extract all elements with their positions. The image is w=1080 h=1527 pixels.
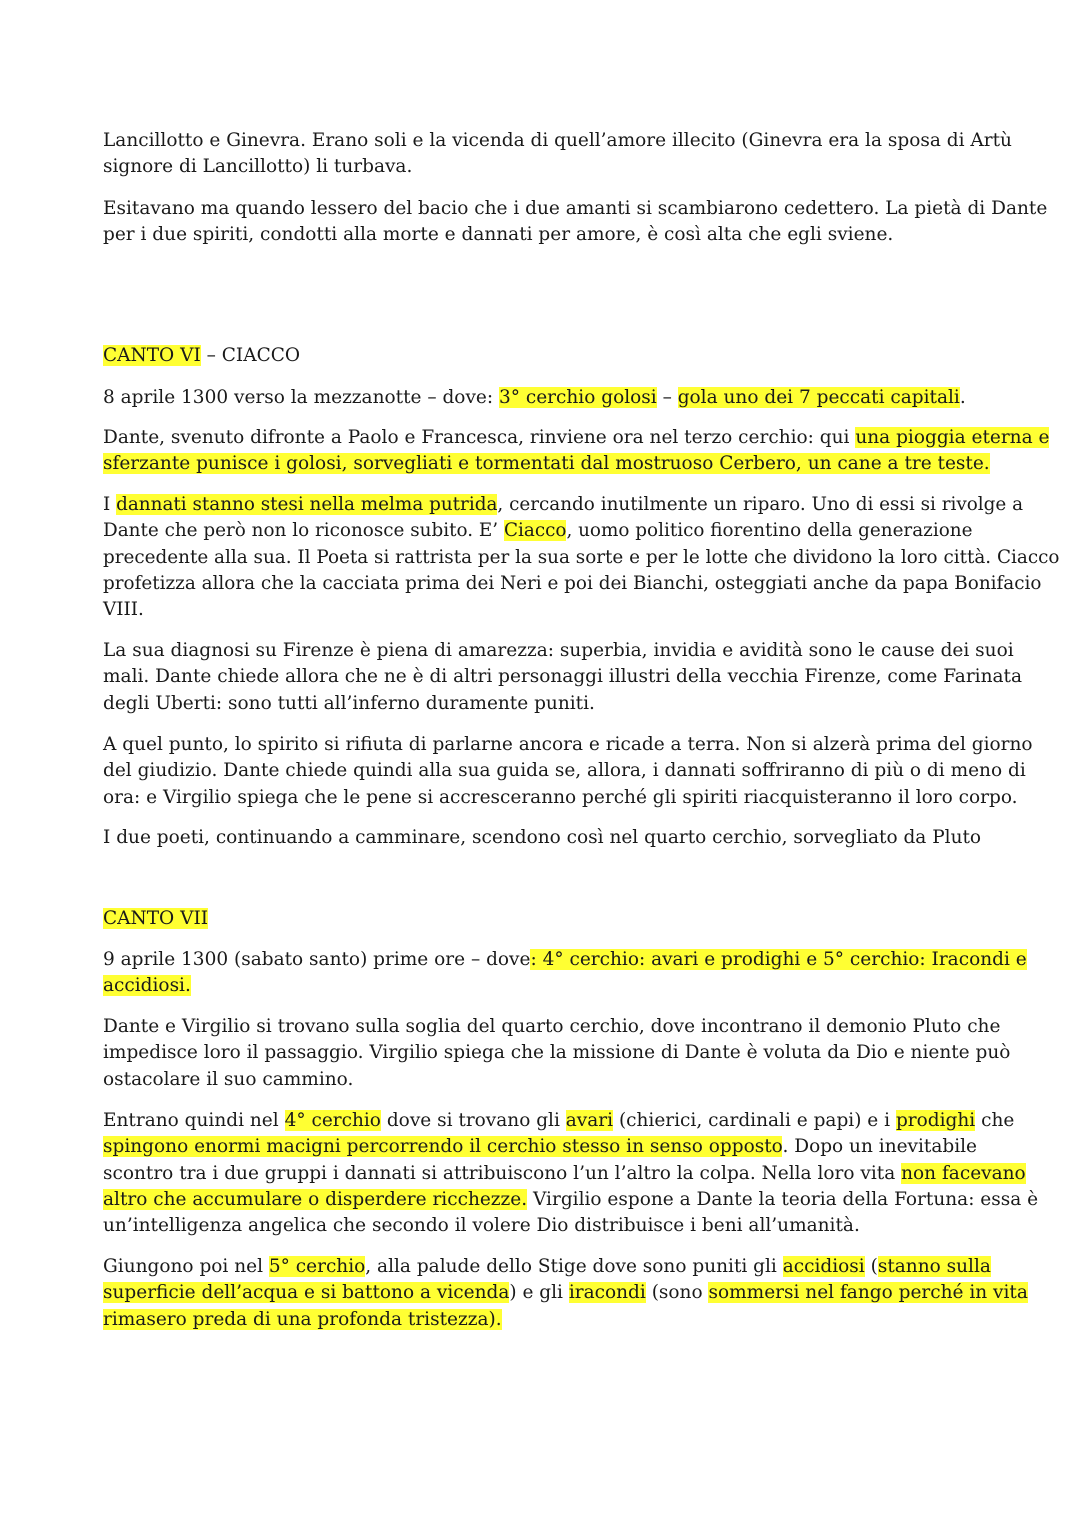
text-run: per i due spiriti, condotti alla morte e dannati per amore, è così alta che egli sviene.	[103, 224, 894, 246]
text-run: Dante che però non lo riconosce subito. E’	[103, 520, 504, 542]
paragraph	[103, 825, 983, 851]
highlighted-text: una pioggia eterna e	[855, 427, 1050, 448]
highlighted-text: accidiosi.	[103, 975, 191, 997]
text-line	[103, 343, 983, 369]
text-run: (chierici, cardinali e papi) e i	[613, 1110, 896, 1131]
text-line	[103, 732, 1033, 758]
text-line	[103, 385, 983, 411]
text-run: (sono	[645, 1282, 709, 1304]
text-line	[103, 1187, 1039, 1213]
text-line	[103, 758, 1026, 784]
text-run: ora: e Virgilio spiega che le pene si accresceranno perché gli spiriti riacquisteranno il loro corpo.	[103, 786, 1018, 808]
text-run: un’intelligenza angelica che secondo il volere Dio distribuisce i beni all’umanità.	[103, 1215, 860, 1237]
text-run: signore di Lancillotto) li turbava.	[103, 156, 413, 178]
text-run: Entrano quindi nel	[103, 1110, 285, 1131]
text-line	[103, 128, 1012, 154]
text-line	[103, 638, 1014, 664]
highlighted-text: accidiosi	[782, 1256, 865, 1277]
text-run: precedente alla sua. Il Poeta si rattrista per la sua sorte e per le lotte che dividono la loro città. Ciacco	[103, 546, 1060, 568]
text-run: dove si trovano gli	[380, 1110, 566, 1131]
text-run: Esitavano ma quando lessero del bacio che i due amanti si scambiarono cedettero. La pietà di Dante	[103, 198, 1048, 219]
text-line	[103, 664, 1023, 690]
text-run: , alla palude dello Stige dove sono puniti gli	[365, 1256, 783, 1277]
text-line	[103, 825, 983, 851]
text-line	[103, 1280, 1028, 1306]
highlighted-text: altro che accumulare o disperdere ricchezze.	[103, 1188, 528, 1210]
highlighted-text: dannati stanno stesi nella melma putrida	[116, 494, 498, 515]
text-line	[103, 785, 1018, 811]
text-line	[103, 947, 1027, 973]
highlighted-text: sommersi nel fango perché in vita	[708, 1282, 1028, 1304]
text-line	[103, 1161, 1026, 1187]
text-line	[103, 1254, 991, 1280]
paragraph	[103, 196, 1048, 249]
text-run: del giudizio. Dante chiede quindi alla sua guida se, allora, i dannati soffriranno di più o di meno di	[103, 760, 1026, 782]
highlighted-text: stanno sulla	[877, 1256, 991, 1277]
highlighted-text: 4° cerchio	[284, 1110, 381, 1131]
text-run: Giungono poi nel	[103, 1256, 269, 1277]
paragraph	[103, 732, 1033, 811]
text-run: VIII.	[103, 599, 144, 621]
text-run: .	[959, 387, 966, 408]
text-line	[103, 222, 983, 248]
highlighted-text: Ciacco	[503, 520, 567, 542]
paragraph	[103, 1108, 1039, 1239]
text-line	[103, 425, 1050, 451]
text-run: degli Uberti: sono tutti all’inferno duramente puniti.	[103, 692, 595, 714]
text-line	[103, 1134, 983, 1160]
paragraph	[103, 1014, 1011, 1093]
highlighted-text: iracondi	[568, 1282, 646, 1304]
text-line	[103, 518, 983, 544]
highlighted-text: gola uno dei 7 peccati capitali	[677, 387, 960, 408]
text-run: La sua diagnosi su Firenze è piena di amarezza: superbia, invidia e avidità sono le cause dei suoi	[103, 640, 1014, 661]
highlighted-text: : 4° cerchio: avari e prodighi e 5° cerchio: Iracondi e	[530, 949, 1027, 970]
highlighted-text: avari	[565, 1110, 614, 1131]
text-run: ) e gli	[509, 1282, 569, 1304]
text-run: scontro tra i due gruppi i dannati si attribuiscono l’un l’altro la colpa. Nella loro vita	[103, 1162, 902, 1184]
text-run: profetizza allora che la cacciata prima dei Neri e poi dei Bianchi, osteggiati anche da papa Bonifacio	[103, 572, 1042, 594]
paragraph	[103, 1254, 1028, 1333]
text-run: mali. Dante chiede allora che ne è di altri personaggi illustri della vecchia Firenze, come Farinata	[103, 666, 1023, 688]
text-run: I due poeti, continuando a camminare, scendono così nel quarto cerchio, sorvegliato da Pluto	[103, 827, 982, 848]
text-line	[103, 154, 983, 180]
paragraph	[103, 492, 1060, 623]
text-line	[103, 1213, 983, 1239]
highlighted-text: non facevano	[901, 1162, 1026, 1184]
highlighted-text: rimasero preda di una profonda tristezza).	[103, 1308, 502, 1330]
text-line	[103, 1108, 1015, 1134]
text-run: . Dopo un inevitabile	[782, 1136, 978, 1158]
paragraph	[103, 947, 1027, 1000]
text-run: ostacolare il suo cammino.	[103, 1068, 354, 1090]
text-run: (	[864, 1256, 878, 1277]
paragraph	[103, 425, 1050, 478]
text-line	[103, 451, 990, 477]
highlighted-text: 5° cerchio	[268, 1256, 366, 1277]
highlighted-text: CANTO VII	[103, 908, 209, 929]
text-line	[103, 691, 983, 717]
text-line	[103, 492, 1024, 518]
text-line	[103, 545, 1060, 571]
text-line	[103, 597, 983, 623]
text-run: 9 aprile 1300 (sabato santo) prime ore – dove	[103, 949, 531, 970]
text-run: Dante, svenuto difronte a Paolo e Francesca, rinviene ora nel terzo cerchio: qui	[103, 427, 856, 448]
highlighted-text: sferzante punisce i golosi, sorvegliati e tormentati dal mostruoso Cerbero, un cane a tre teste.	[103, 453, 990, 475]
paragraph	[103, 128, 1012, 181]
highlighted-text: CANTO VI	[103, 345, 201, 366]
section-heading	[103, 343, 983, 369]
text-line	[103, 906, 983, 932]
text-line	[103, 571, 1042, 597]
section-heading	[103, 906, 983, 932]
text-run: impedisce loro il passaggio. Virgilio spiega che la missione di Dante è voluta da Dio e niente può	[103, 1042, 1011, 1064]
highlighted-text: prodighi	[895, 1110, 976, 1131]
text-run: Virgilio espone a Dante la teoria della Fortuna: essa è	[527, 1188, 1039, 1210]
text-run: I	[103, 494, 117, 515]
text-line	[103, 1307, 983, 1333]
text-run: 8 aprile 1300 verso la mezzanotte – dove:	[103, 387, 499, 408]
highlighted-text: spingono enormi macigni percorrendo il cerchio stesso in senso opposto	[103, 1136, 783, 1158]
text-line	[103, 1067, 983, 1093]
text-run: –	[656, 387, 678, 408]
text-run: , uomo politico fiorentino della generazione	[566, 520, 973, 542]
paragraph	[103, 638, 1023, 717]
highlighted-text: superficie dell’acqua e si battono a vicenda	[103, 1282, 510, 1304]
highlighted-text: 3° cerchio golosi	[498, 387, 657, 408]
text-run: – CIACCO	[200, 345, 301, 366]
text-line	[103, 973, 983, 999]
text-run: che	[975, 1110, 1015, 1131]
text-run: , cercando inutilmente un riparo. Uno di essi si rivolge a	[497, 494, 1024, 515]
paragraph	[103, 385, 983, 411]
text-run: Lancillotto e Ginevra. Erano soli e la vicenda di quell’amore illecito (Ginevra era la sposa di Artù	[103, 130, 1012, 151]
text-line	[103, 1040, 1011, 1066]
text-run: A quel punto, lo spirito si rifiuta di parlarne ancora e ricade a terra. Non si alzerà prima del giorno	[103, 734, 1033, 755]
text-line	[103, 1014, 1001, 1040]
text-run: Dante e Virgilio si trovano sulla soglia del quarto cerchio, dove incontrano il demonio Pluto che	[103, 1016, 1001, 1037]
text-line	[103, 196, 1048, 222]
